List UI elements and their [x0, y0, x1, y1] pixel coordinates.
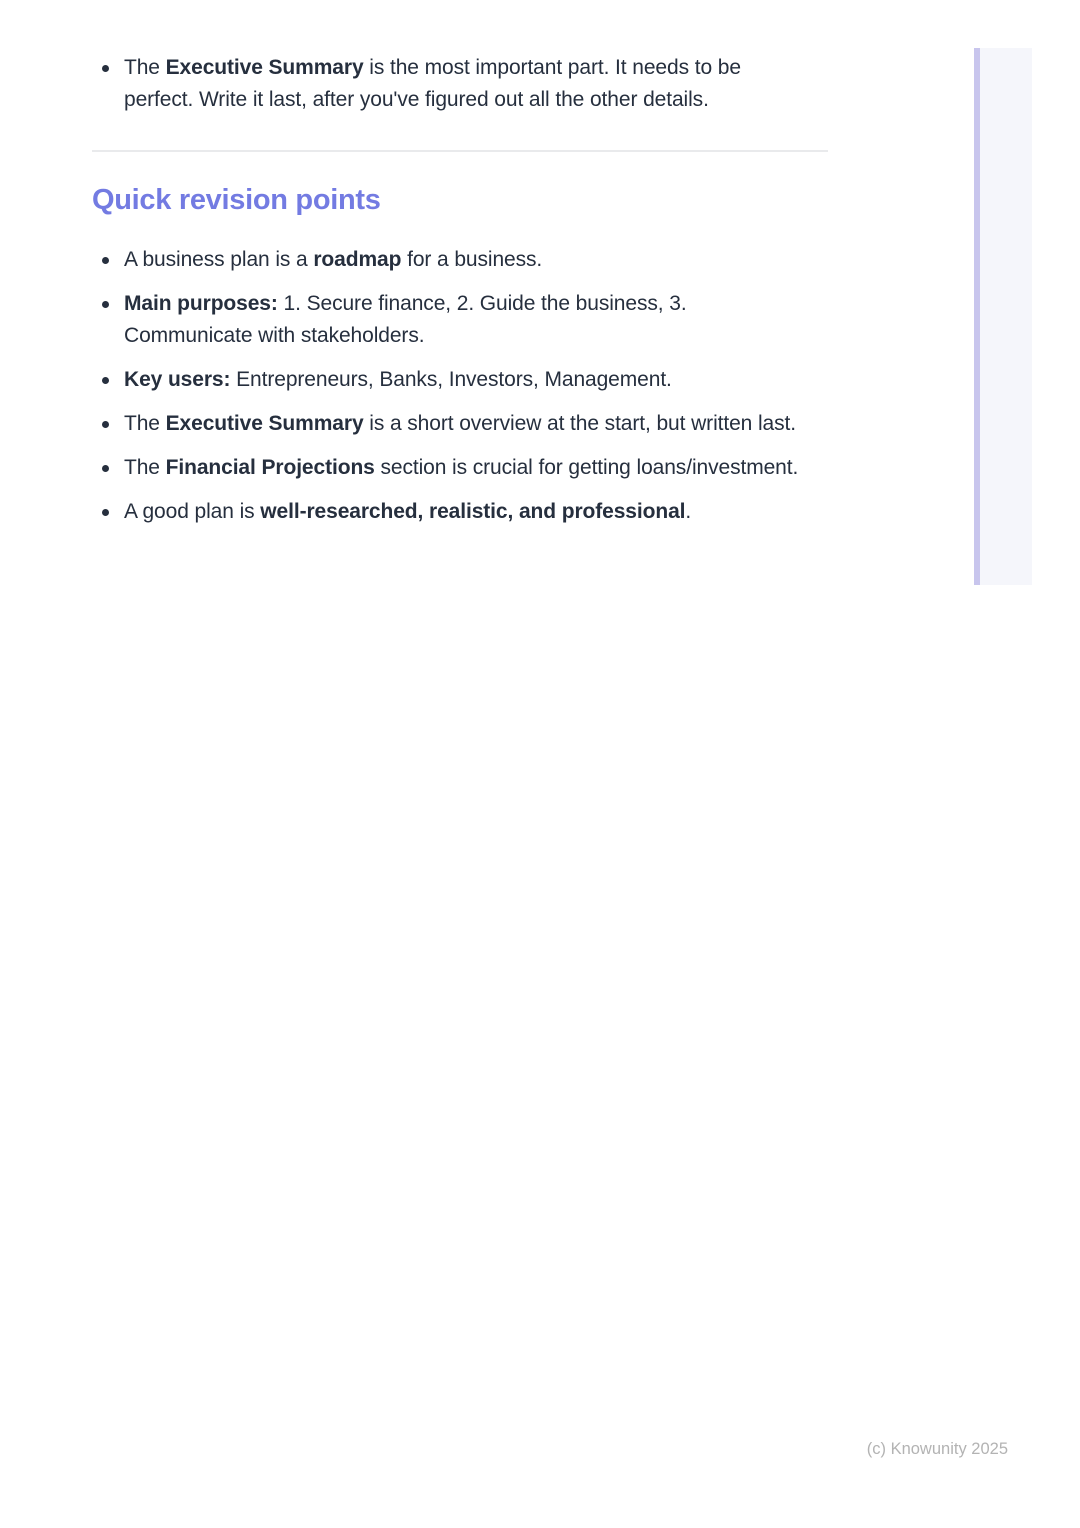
side-margin-panel [980, 48, 1032, 585]
list-item-text: The Executive Summary is the most important part. It needs to be perfect. Write it last, after you've figured out all the other details. [124, 56, 741, 111]
bullet-icon [102, 65, 109, 72]
list-item-text: Key users: Entrepreneurs, Banks, Investors, Management. [124, 368, 672, 391]
intro-bullet-list [92, 52, 802, 116]
list-item-text: A business plan is a roadmap for a business. [124, 248, 543, 271]
bullet-icon [102, 257, 109, 264]
section-divider [92, 150, 828, 152]
bullet-icon [102, 301, 109, 308]
revision-bullet-list [92, 244, 802, 528]
bullet-icon [102, 377, 109, 384]
bullet-icon [102, 509, 109, 516]
copyright-notice: (c) Knowunity 2025 [866, 1440, 1008, 1458]
list-item [92, 408, 802, 440]
page-content [92, 52, 832, 528]
list-item [92, 288, 802, 352]
list-item [92, 496, 802, 528]
list-item-text: The Financial Projections section is crucial for getting loans/investment. [124, 456, 799, 479]
list-item [92, 244, 802, 276]
section-heading: Quick revision points [92, 184, 381, 216]
list-item-text: A good plan is well-researched, realistic, and professional. [124, 500, 692, 523]
bullet-icon [102, 465, 109, 472]
list-item [92, 364, 802, 396]
list-item [92, 452, 802, 484]
list-item [92, 52, 802, 116]
list-item-text: Main purposes: 1. Secure finance, 2. Guide the business, 3. Communicate with stakeholders. [124, 292, 687, 347]
bullet-icon [102, 421, 109, 428]
list-item-text: The Executive Summary is a short overview at the start, but written last. [124, 412, 797, 435]
